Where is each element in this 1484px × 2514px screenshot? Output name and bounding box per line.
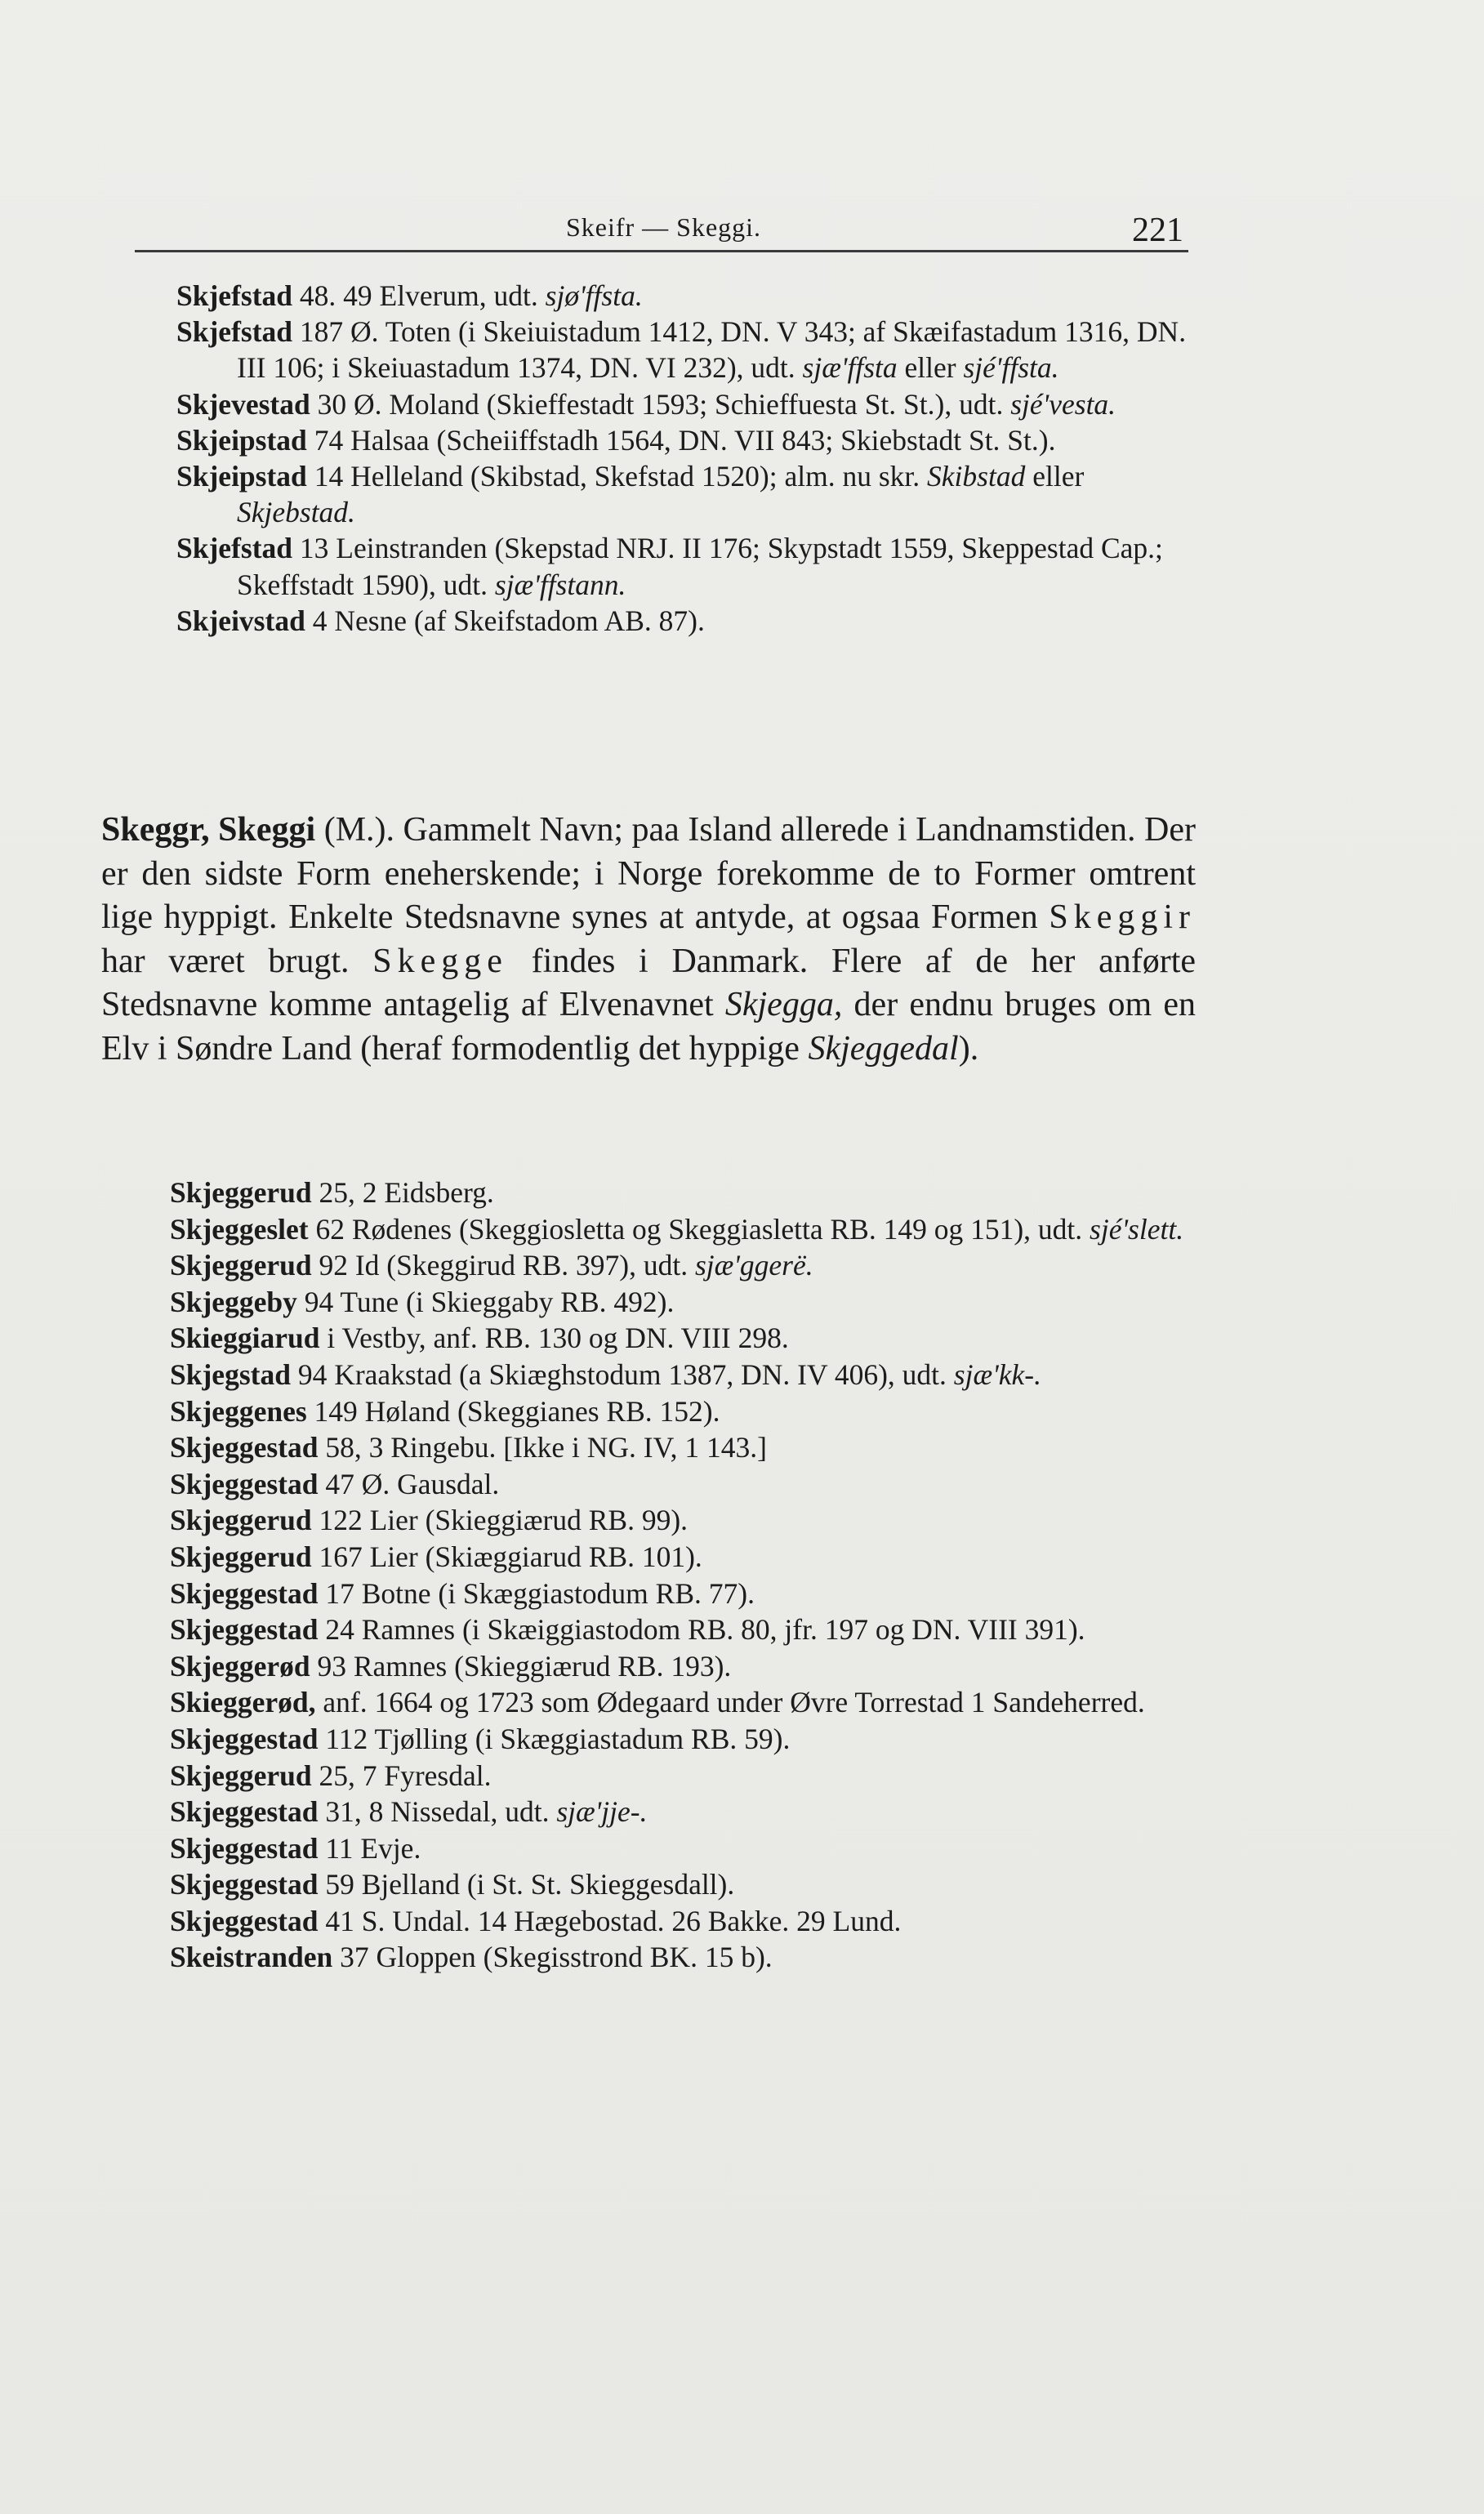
entry-headword: Skieggiarud [170, 1322, 320, 1355]
entry-text: 149 Høland (Skeggianes RB. 152). [306, 1394, 720, 1428]
italic-term: Skjegga, [724, 986, 843, 1024]
entry-headword: Skjeggestad [170, 1795, 319, 1829]
pronunciation: sjé'ffsta. [963, 351, 1059, 385]
entry-text: 62 Rødenes (Skeggiosletta og Skeggiasletta RB. 149 og 151), udt. [308, 1212, 1090, 1246]
entry-headword: Skjeggeby [170, 1285, 297, 1318]
entry-headword: Skjeggestad [170, 1576, 319, 1610]
entry [176, 530, 1201, 602]
entry-headword: Skieggerød, [170, 1686, 316, 1719]
entry [170, 1903, 1205, 1940]
entry [176, 278, 1201, 314]
skeggr-paragraph [101, 809, 1196, 1072]
entry-headword: Skjeggerud [170, 1176, 312, 1209]
entry [170, 1576, 1205, 1612]
header-rule [135, 250, 1188, 252]
entry-headword: Skjevestad [176, 387, 310, 421]
entry-headword: Skjefstad [176, 279, 293, 312]
entry-text: 94 Tune (i Skieggaby RB. 492). [296, 1285, 675, 1318]
pronunciation: Skjebstad. [237, 496, 355, 529]
pronunciation: sjæ'ggerë. [694, 1249, 813, 1282]
entry-text: 94 Kraakstad (a Skiæghstodum 1387, DN. IV 406), udt. [290, 1357, 954, 1391]
entry-headword: Skjeggerud [170, 1758, 312, 1792]
paragraph-text: (M.). Gammelt Navn; paa Island allerede i Landnamstiden. Der er den sidste Form eneherskende; i Norge forekomme de to Former omtrent lige hyppigt. Enkelte Stedsnavne synes at antyde, at ogsaa Formen [101, 811, 1197, 937]
pronunciation: sjæ'ffstann. [494, 568, 626, 601]
pronunciation: sjø'ffsta. [545, 279, 643, 312]
entry [170, 1611, 1205, 1648]
entry [176, 314, 1201, 386]
page-number: 221 [1132, 212, 1183, 249]
entry-headword: Skjeggerud [170, 1249, 312, 1282]
entry [170, 1794, 1205, 1830]
entry-headword: Skjeggenes [170, 1394, 307, 1428]
entry [170, 1648, 1205, 1685]
entry [176, 386, 1201, 422]
entry-headword: Skjefstad [176, 532, 293, 565]
entry-text: 112 Tjølling (i Skæggiastadum RB. 59). [318, 1722, 791, 1755]
entry-text: 25, 7 Fyresdal. [311, 1758, 492, 1792]
entry-text: 59 Bjelland (i St. St. Skieggesdall). [318, 1868, 735, 1901]
pronunciation: sjæ'kk-. [953, 1357, 1041, 1391]
entry-text: 47 Ø. Gausdal. [318, 1467, 500, 1500]
entry [170, 1466, 1205, 1503]
paragraph-text: har været brugt. [101, 942, 373, 980]
entry-headword: Skjeggestad [170, 1467, 319, 1500]
entry-text: 167 Lier (Skiæggiarud RB. 101). [311, 1540, 702, 1573]
entry-text: 93 Ramnes (Skieggiærud RB. 193). [310, 1649, 732, 1683]
paragraph-headword: Skeggr, Skeggi [101, 811, 316, 849]
entry-headword: Skjefstad [176, 315, 293, 349]
pronunciation: Skibstad [927, 460, 1026, 493]
entry [170, 1247, 1205, 1284]
entry-headword: Skjeggestad [170, 1722, 319, 1755]
entry-list-skjefstad [176, 278, 1201, 639]
pronunciation: sjé'vesta. [1010, 387, 1116, 421]
entry-text: 4 Nesne (af Skeifstadom AB. 87). [305, 604, 705, 637]
entry-text: 11 Evje. [318, 1831, 421, 1865]
entry-text: eller [897, 351, 964, 385]
entry [170, 1758, 1205, 1794]
entry-text: 17 Botne (i Skæggiastodum RB. 77). [318, 1576, 755, 1610]
entry-text: i Vestby, anf. RB. 130 og DN. VIII 298. [319, 1322, 789, 1355]
entry-headword: Skjeggerud [170, 1504, 312, 1537]
entry [170, 1357, 1205, 1393]
pronunciation: sjæ'jje-. [556, 1795, 648, 1829]
entry [176, 603, 1201, 639]
entry-headword: Skjeggerud [170, 1540, 312, 1573]
entry-headword: Skjeggerød [170, 1649, 310, 1683]
paragraph-text: findes i Danmark. Flere af de her anførte Stedsnavne komme antagelig af Elvenavnet [101, 942, 1197, 1024]
entry [170, 1393, 1205, 1430]
entry [170, 1866, 1205, 1903]
entry [170, 1175, 1205, 1211]
entry-text: eller [1025, 460, 1092, 493]
entry-headword: Skeistranden [170, 1941, 333, 1974]
entry-text: 13 Leinstranden (Skepstad NRJ. II 176; Skypstadt 1559, Skeppestad Cap.; Skeffstadt 1590), udt. [237, 532, 1170, 601]
entry-headword: Skjeggestad [170, 1868, 319, 1901]
running-title: Skeifr — Skeggi. [565, 212, 762, 242]
entry [170, 1830, 1205, 1867]
pronunciation: sjé'slett. [1090, 1212, 1184, 1246]
entry-text: 37 Gloppen (Skegisstrond BK. 15 b). [332, 1941, 773, 1974]
entry-headword: Skjeggestad [170, 1613, 319, 1647]
entry [170, 1539, 1205, 1576]
spaced-term: Skegge [372, 942, 508, 980]
entry-list-skjegg [170, 1175, 1205, 1976]
paragraph-text: der endnu bruges om en Elv i Søndre Land (heraf formodentlig det hyppige [101, 986, 1196, 1068]
spaced-term: Skeggir [1049, 898, 1196, 937]
entry [176, 422, 1201, 458]
entry-text: 122 Lier (Skieggiærud RB. 99). [311, 1504, 689, 1537]
entry-text: 58, 3 Ringebu. [Ikke i NG. IV, 1 143.] [318, 1431, 767, 1464]
entry [170, 1502, 1205, 1539]
entry-headword: Skjeggestad [170, 1431, 319, 1464]
entry-headword: Skjeivstad [176, 604, 305, 637]
entry-text: anf. 1664 og 1723 som Ødegaard under Øvre Torrestad 1 Sandeherred. [315, 1686, 1145, 1719]
pronunciation: sjæ'ffsta [802, 351, 898, 385]
entry [170, 1939, 1205, 1976]
entry-text: 30 Ø. Moland (Skieffestadt 1593; Schieffuesta St. St.), udt. [310, 387, 1011, 421]
entry-headword: Skjegstad [170, 1357, 291, 1391]
entry-headword: Skjeggestad [170, 1904, 319, 1937]
entry-headword: Skjeggeslet [170, 1212, 309, 1246]
page-header [139, 203, 1188, 252]
entry-text: 92 Id (Skeggirud RB. 397), udt. [311, 1249, 695, 1282]
entry [176, 458, 1201, 530]
paragraph-text: ). [958, 1029, 979, 1068]
entry-text: 14 Helleland (Skibstad, Skefstad 1520); alm. nu skr. [306, 460, 928, 493]
entry-text: 31, 8 Nissedal, udt. [318, 1795, 557, 1829]
entry-text: 187 Ø. Toten (i Skeiuistadum 1412, DN. V 343; af Skæifastadum 1316, DN. III 106; i Skeiuastadum 1374, DN. VI 232), udt. [237, 315, 1193, 385]
entry [170, 1721, 1205, 1758]
entry [170, 1429, 1205, 1466]
entry-headword: Skjeipstad [176, 423, 307, 457]
entry [170, 1684, 1205, 1721]
italic-term: Skjeggedal [808, 1029, 959, 1068]
entry-text: 74 Halsaa (Scheiiffstadh 1564, DN. VII 843; Skiebstadt St. St.). [306, 423, 1056, 457]
entry-headword: Skjeipstad [176, 460, 307, 493]
entry [170, 1284, 1205, 1321]
entry-text: 25, 2 Eidsberg. [311, 1176, 494, 1209]
entry-text: 24 Ramnes (i Skæiggiastodom RB. 80, jfr. 197 og DN. VIII 391). [318, 1613, 1085, 1647]
entry-text: 41 S. Undal. 14 Hægebostad. 26 Bakke. 29 Lund. [318, 1904, 902, 1937]
entry-headword: Skjeggestad [170, 1831, 319, 1865]
entry-text: 48. 49 Elverum, udt. [292, 279, 546, 312]
entry [170, 1211, 1205, 1248]
entry [170, 1320, 1205, 1357]
